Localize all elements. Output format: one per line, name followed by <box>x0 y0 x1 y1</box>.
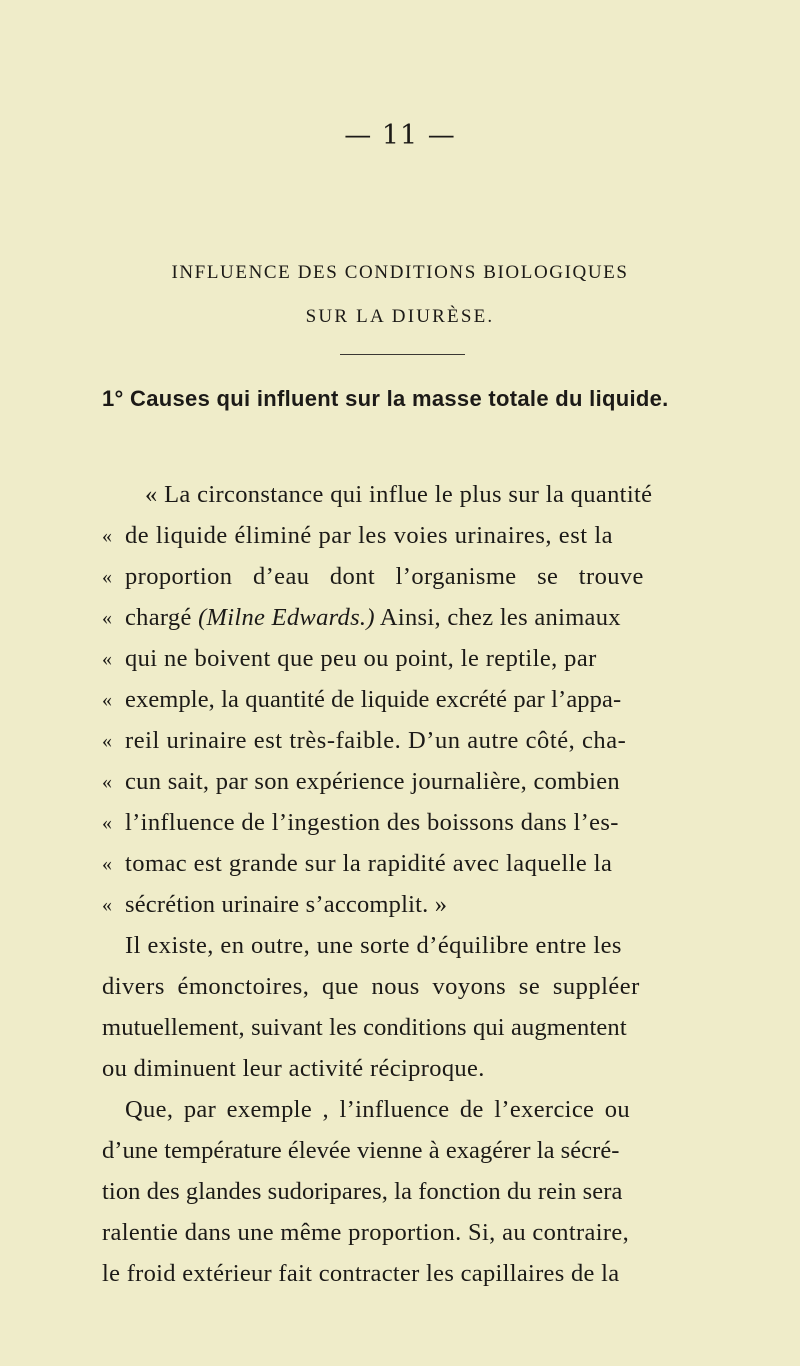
body-line: divers émonctoires, que nous voyons se suppléer <box>102 973 640 1000</box>
body-line: tion des glandes sudoripares, la fonction du rein sera <box>102 1178 623 1205</box>
quote-mark: « <box>102 853 112 875</box>
quote-text: chargé <box>125 604 192 631</box>
quote-mark: « <box>102 607 112 629</box>
quote-mark: « <box>102 566 112 588</box>
quote-mark: « <box>102 812 112 834</box>
page-number: — 11 — <box>344 120 456 151</box>
quote-text: Ainsi, chez les animaux <box>379 604 621 631</box>
quote-mark: « <box>102 771 112 793</box>
quote-mark: « <box>102 730 112 752</box>
quote-line: exemple, la quantité de liquide excrété par l’appa- <box>125 686 622 713</box>
body-line: mutuellement, suivant les conditions qui augmentent <box>102 1014 627 1041</box>
body-line: Il existe, en outre, une sorte d’équilibre entre les <box>125 932 622 959</box>
chapter-heading-line-1: INFLUENCE DES CONDITIONS BIOLOGIQUES <box>171 262 629 283</box>
quote-line-with-citation <box>125 606 621 631</box>
body-line: Que, par exemple , l’influence de l’exercice ou <box>125 1096 630 1123</box>
quote-mark: « <box>102 894 112 916</box>
quote-line: l’influence de l’ingestion des boissons dans l’es- <box>125 809 619 836</box>
body-line: ou diminuent leur activité réciproque. <box>102 1055 485 1082</box>
quote-mark: « <box>102 689 112 711</box>
body-line: d’une température élevée vienne à exagérer la sécré- <box>102 1137 620 1164</box>
quote-mark: « <box>102 525 112 547</box>
quote-line: cun sait, par son expérience journalière, combien <box>125 768 620 795</box>
quote-line: tomac est grande sur la rapidité avec laquelle la <box>125 850 613 877</box>
section-title: 1° Causes qui influent sur la masse totale du liquide. <box>102 386 669 411</box>
chapter-heading-line-2: SUR LA DIURÈSE. <box>305 306 495 327</box>
quote-line: reil urinaire est très-faible. D’un autre côté, cha- <box>125 727 627 754</box>
quote-line: proportion d’eau dont l’organisme se trouve <box>125 563 644 590</box>
quote-line: de liquide éliminé par les voies urinaires, est la <box>125 522 614 549</box>
quote-mark: « <box>102 648 112 670</box>
quote-line: « La circonstance qui influe le plus sur la quantité <box>145 481 653 508</box>
citation: (Milne Edwards.) <box>198 604 375 631</box>
quote-line: sécrétion urinaire s’accomplit. » <box>125 891 448 918</box>
quote-line: qui ne boivent que peu ou point, le reptile, par <box>125 645 597 672</box>
body-line: le froid extérieur fait contracter les capillaires de la <box>102 1260 620 1287</box>
body-line: ralentie dans une même proportion. Si, au contraire, <box>102 1219 630 1246</box>
heading-divider <box>340 354 465 355</box>
